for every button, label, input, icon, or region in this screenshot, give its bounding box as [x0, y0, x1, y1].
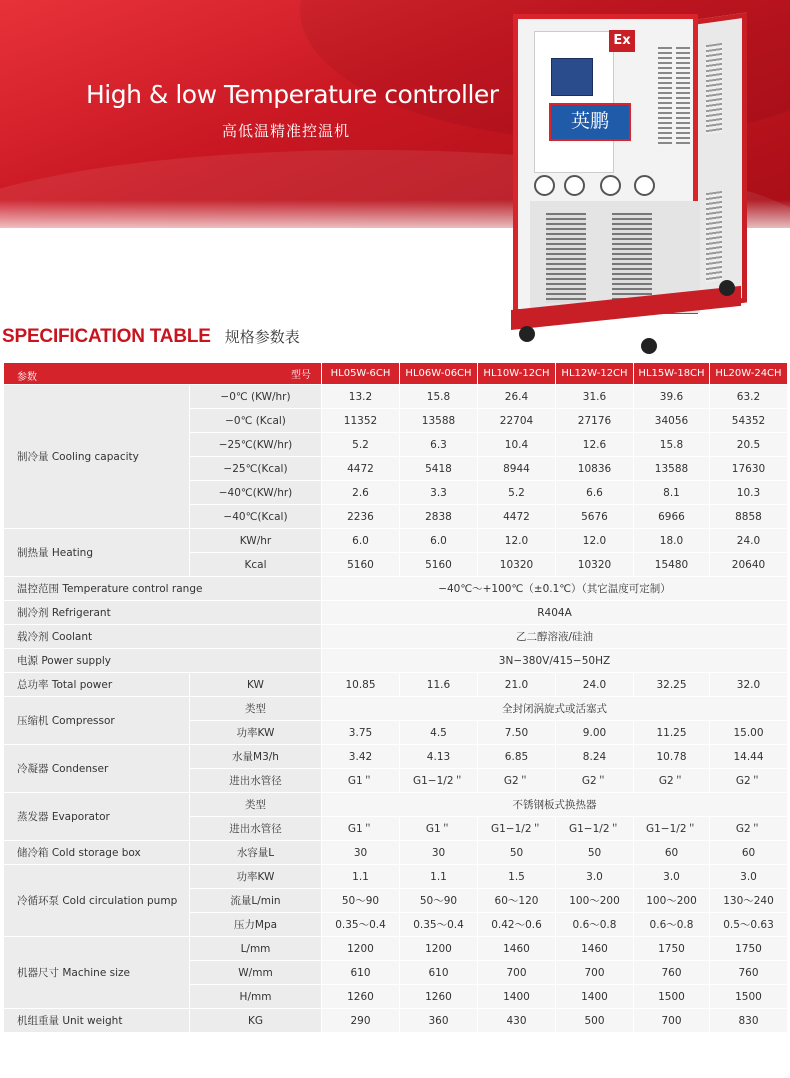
value-cell: 10836 [556, 457, 634, 481]
header-model: HL05W-6CH [322, 363, 400, 385]
value-cell: 10320 [478, 553, 556, 577]
value-cell: 100～200 [634, 889, 710, 913]
unit-cell: 水量M3/h [190, 745, 322, 769]
param-temperature-range: 温控范围 Temperature control range [4, 577, 322, 601]
value-cell: 13588 [634, 457, 710, 481]
value-cell: 2.6 [322, 481, 400, 505]
value-cell: 5160 [400, 553, 478, 577]
value-cell: 31.6 [556, 385, 634, 409]
value-cell: 50～90 [322, 889, 400, 913]
machine-side-panel [693, 12, 747, 310]
machine-front-panel [513, 14, 698, 314]
side-vent [706, 43, 722, 135]
value-cell: 100～200 [556, 889, 634, 913]
unit-cell: 进出水管径 [190, 769, 322, 793]
value-cell: 39.6 [634, 385, 710, 409]
value-cell: G1−1/2＂ [400, 769, 478, 793]
value-cell: 22704 [478, 409, 556, 433]
value-cell: 8858 [710, 505, 788, 529]
value-cell: 10.78 [634, 745, 710, 769]
value-cell: 13.2 [322, 385, 400, 409]
value-cell: 9.00 [556, 721, 634, 745]
param-machine-size: 机器尺寸 Machine size [4, 937, 190, 1009]
header-model: HL06W-06CH [400, 363, 478, 385]
value-cell: 14.44 [710, 745, 788, 769]
unit-cell: KG [190, 1009, 322, 1033]
machine-grille [612, 213, 652, 303]
spec-title-english: SPECIFICATION TABLE [2, 326, 211, 347]
value-cell: 1460 [556, 937, 634, 961]
value-cell: 30 [322, 841, 400, 865]
value-cell: 430 [478, 1009, 556, 1033]
value-cell: 10.85 [322, 673, 400, 697]
value-cell: 1.5 [478, 865, 556, 889]
caster-wheel [519, 326, 535, 342]
value-cell: 0.5～0.63 [710, 913, 788, 937]
unit-cell: −0℃ (KW/hr) [190, 385, 322, 409]
front-vent [676, 47, 690, 147]
value-cell: 15.8 [400, 385, 478, 409]
value-cell: G1＂ [322, 817, 400, 841]
value-cell: 54352 [710, 409, 788, 433]
table-row [4, 793, 788, 817]
value-cell: 1750 [634, 937, 710, 961]
merged-value-cell: −40℃～+100℃（±0.1℃）（其它温度可定制） [322, 577, 788, 601]
front-vent [658, 47, 672, 147]
gauge-icon [564, 175, 585, 196]
value-cell: G1−1/2＂ [478, 817, 556, 841]
pressure-gauges [530, 171, 700, 201]
value-cell: 2838 [400, 505, 478, 529]
value-cell: 13588 [400, 409, 478, 433]
table-row [4, 745, 788, 769]
param-refrigerant: 制冷剂 Refrigerant [4, 601, 322, 625]
temperature-display [551, 58, 593, 96]
value-cell: 1400 [478, 985, 556, 1009]
unit-cell: W/mm [190, 961, 322, 985]
product-title-english: High & low Temperature controller [86, 80, 499, 109]
value-cell: 6.3 [400, 433, 478, 457]
value-cell: 610 [400, 961, 478, 985]
value-cell: 63.2 [710, 385, 788, 409]
merged-value-cell: 乙二醇溶液/硅油 [322, 625, 788, 649]
merged-value-cell: 全封闭涡旋式或活塞式 [322, 697, 788, 721]
value-cell: 11.25 [634, 721, 710, 745]
product-title-chinese: 高低温精准控温机 [221, 122, 350, 140]
value-cell: 1400 [556, 985, 634, 1009]
value-cell: 4.5 [400, 721, 478, 745]
value-cell: G2＂ [478, 769, 556, 793]
value-cell: 11352 [322, 409, 400, 433]
value-cell: G1−1/2＂ [634, 817, 710, 841]
value-cell: 12.0 [556, 529, 634, 553]
value-cell: 0.35～0.4 [400, 913, 478, 937]
value-cell: 760 [634, 961, 710, 985]
table-row [4, 697, 788, 721]
value-cell: 1.1 [400, 865, 478, 889]
value-cell: 1260 [400, 985, 478, 1009]
value-cell: 1750 [710, 937, 788, 961]
header-model: HL10W-12CH [478, 363, 556, 385]
value-cell: 1200 [400, 937, 478, 961]
value-cell: 1500 [634, 985, 710, 1009]
value-cell: G2＂ [634, 769, 710, 793]
value-cell: 5676 [556, 505, 634, 529]
header-model: HL20W-24CH [710, 363, 788, 385]
value-cell: 50 [556, 841, 634, 865]
value-cell: 24.0 [710, 529, 788, 553]
value-cell: 60 [634, 841, 710, 865]
value-cell: 15.8 [634, 433, 710, 457]
table-header-row [4, 363, 788, 385]
header-model: HL15W-18CH [634, 363, 710, 385]
value-cell: 10.3 [710, 481, 788, 505]
value-cell: 26.4 [478, 385, 556, 409]
unit-cell: 水容量L [190, 841, 322, 865]
value-cell: 20640 [710, 553, 788, 577]
value-cell: 50 [478, 841, 556, 865]
value-cell: 1500 [710, 985, 788, 1009]
value-cell: 5.2 [322, 433, 400, 457]
value-cell: 27176 [556, 409, 634, 433]
param-cooling-capacity: 制冷量 Cooling capacity [4, 385, 190, 529]
value-cell: 21.0 [478, 673, 556, 697]
table-row [4, 577, 788, 601]
unit-cell: KW/hr [190, 529, 322, 553]
value-cell: G1＂ [322, 769, 400, 793]
spec-title-chinese: 规格参数表 [224, 328, 300, 346]
param-unit-weight: 机组重量 Unit weight [4, 1009, 190, 1033]
unit-cell: −25℃(KW/hr) [190, 433, 322, 457]
spec-heading [2, 326, 300, 352]
value-cell: 3.75 [322, 721, 400, 745]
value-cell: 8.24 [556, 745, 634, 769]
value-cell: 15480 [634, 553, 710, 577]
value-cell: 18.0 [634, 529, 710, 553]
merged-value-cell: 3N−380V/415−50HZ [322, 649, 788, 673]
value-cell: 1.1 [322, 865, 400, 889]
value-cell: 8944 [478, 457, 556, 481]
value-cell: G1−1/2＂ [556, 817, 634, 841]
unit-cell: 进出水管径 [190, 817, 322, 841]
unit-cell: 功率KW [190, 721, 322, 745]
unit-cell: H/mm [190, 985, 322, 1009]
value-cell: 1460 [478, 937, 556, 961]
value-cell: 4472 [478, 505, 556, 529]
value-cell: 0.42～0.6 [478, 913, 556, 937]
param-evaporator: 蒸发器 Evaporator [4, 793, 190, 841]
header-model-label: 型号 [291, 370, 311, 381]
value-cell: 0.35～0.4 [322, 913, 400, 937]
table-row [4, 601, 788, 625]
param-coolant: 载冷剂 Coolant [4, 625, 322, 649]
value-cell: 30 [400, 841, 478, 865]
header-param-label: 参数 [17, 372, 37, 383]
value-cell: 3.3 [400, 481, 478, 505]
machine-grille [546, 213, 586, 303]
unit-cell: 类型 [190, 793, 322, 817]
table-row [4, 865, 788, 889]
value-cell: G1＂ [400, 817, 478, 841]
value-cell: 700 [634, 1009, 710, 1033]
header-model: HL12W-12CH [556, 363, 634, 385]
value-cell: 17630 [710, 457, 788, 481]
value-cell: 10.4 [478, 433, 556, 457]
value-cell: 700 [556, 961, 634, 985]
value-cell: 0.6～0.8 [556, 913, 634, 937]
value-cell: 360 [400, 1009, 478, 1033]
table-row [4, 673, 788, 697]
value-cell: 500 [556, 1009, 634, 1033]
header-param-model-cell [4, 363, 322, 385]
table-row [4, 1009, 788, 1033]
unit-cell: L/mm [190, 937, 322, 961]
unit-cell: −0℃ (Kcal) [190, 409, 322, 433]
value-cell: 8.1 [634, 481, 710, 505]
value-cell: 60～120 [478, 889, 556, 913]
value-cell: G2＂ [710, 817, 788, 841]
value-cell: 6.0 [322, 529, 400, 553]
unit-cell: −40℃(Kcal) [190, 505, 322, 529]
value-cell: 7.50 [478, 721, 556, 745]
specification-table [3, 362, 788, 1033]
unit-cell: 功率KW [190, 865, 322, 889]
value-cell: 610 [322, 961, 400, 985]
param-heating: 制热量 Heating [4, 529, 190, 577]
value-cell: 130～240 [710, 889, 788, 913]
param-total-power: 总功率 Total power [4, 673, 190, 697]
value-cell: 5160 [322, 553, 400, 577]
value-cell: 6.85 [478, 745, 556, 769]
unit-cell: 类型 [190, 697, 322, 721]
value-cell: 700 [478, 961, 556, 985]
value-cell: 2236 [322, 505, 400, 529]
value-cell: 760 [710, 961, 788, 985]
unit-cell: −25℃(Kcal) [190, 457, 322, 481]
value-cell: 1260 [322, 985, 400, 1009]
unit-cell: KW [190, 673, 322, 697]
value-cell: 34056 [634, 409, 710, 433]
unit-cell: 流量L/min [190, 889, 322, 913]
gauge-icon [634, 175, 655, 196]
value-cell: 4472 [322, 457, 400, 481]
value-cell: 5418 [400, 457, 478, 481]
value-cell: 50～90 [400, 889, 478, 913]
param-circulation-pump: 冷循环泵 Cold circulation pump [4, 865, 190, 937]
table-row [4, 529, 788, 553]
value-cell: 12.0 [478, 529, 556, 553]
caster-wheel [641, 338, 657, 354]
value-cell: 3.0 [634, 865, 710, 889]
value-cell: 3.0 [710, 865, 788, 889]
value-cell: 1200 [322, 937, 400, 961]
control-panel [534, 31, 614, 173]
table-row [4, 649, 788, 673]
caster-wheel [719, 280, 735, 296]
side-vent [706, 191, 722, 283]
table-row [4, 841, 788, 865]
value-cell: 24.0 [556, 673, 634, 697]
value-cell: 3.42 [322, 745, 400, 769]
value-cell: 10320 [556, 553, 634, 577]
merged-value-cell: 不锈钢板式换热器 [322, 793, 788, 817]
value-cell: 290 [322, 1009, 400, 1033]
value-cell: 6.0 [400, 529, 478, 553]
value-cell: 4.13 [400, 745, 478, 769]
param-cold-storage-box: 储冷箱 Cold storage box [4, 841, 190, 865]
table-row [4, 625, 788, 649]
explosion-proof-mark: Ex [609, 30, 635, 52]
value-cell: 15.00 [710, 721, 788, 745]
gauge-icon [600, 175, 621, 196]
value-cell: G2＂ [710, 769, 788, 793]
brand-logo: 英鹏 [549, 103, 631, 141]
param-condenser: 冷凝器 Condenser [4, 745, 190, 793]
value-cell: 6.6 [556, 481, 634, 505]
value-cell: 6966 [634, 505, 710, 529]
value-cell: 3.0 [556, 865, 634, 889]
merged-value-cell: R404A [322, 601, 788, 625]
gauge-icon [534, 175, 555, 196]
unit-cell: −40℃(KW/hr) [190, 481, 322, 505]
value-cell: 60 [710, 841, 788, 865]
unit-cell: Kcal [190, 553, 322, 577]
value-cell: 20.5 [710, 433, 788, 457]
value-cell: G2＂ [556, 769, 634, 793]
value-cell: 32.25 [634, 673, 710, 697]
param-power-supply: 电源 Power supply [4, 649, 322, 673]
value-cell: 11.6 [400, 673, 478, 697]
table-row [4, 937, 788, 961]
value-cell: 5.2 [478, 481, 556, 505]
chiller-machine-image [505, 8, 755, 363]
value-cell: 32.0 [710, 673, 788, 697]
value-cell: 830 [710, 1009, 788, 1033]
value-cell: 12.6 [556, 433, 634, 457]
param-compressor: 压缩机 Compressor [4, 697, 190, 745]
unit-cell: 压力Mpa [190, 913, 322, 937]
value-cell: 0.6～0.8 [634, 913, 710, 937]
table-row [4, 385, 788, 409]
